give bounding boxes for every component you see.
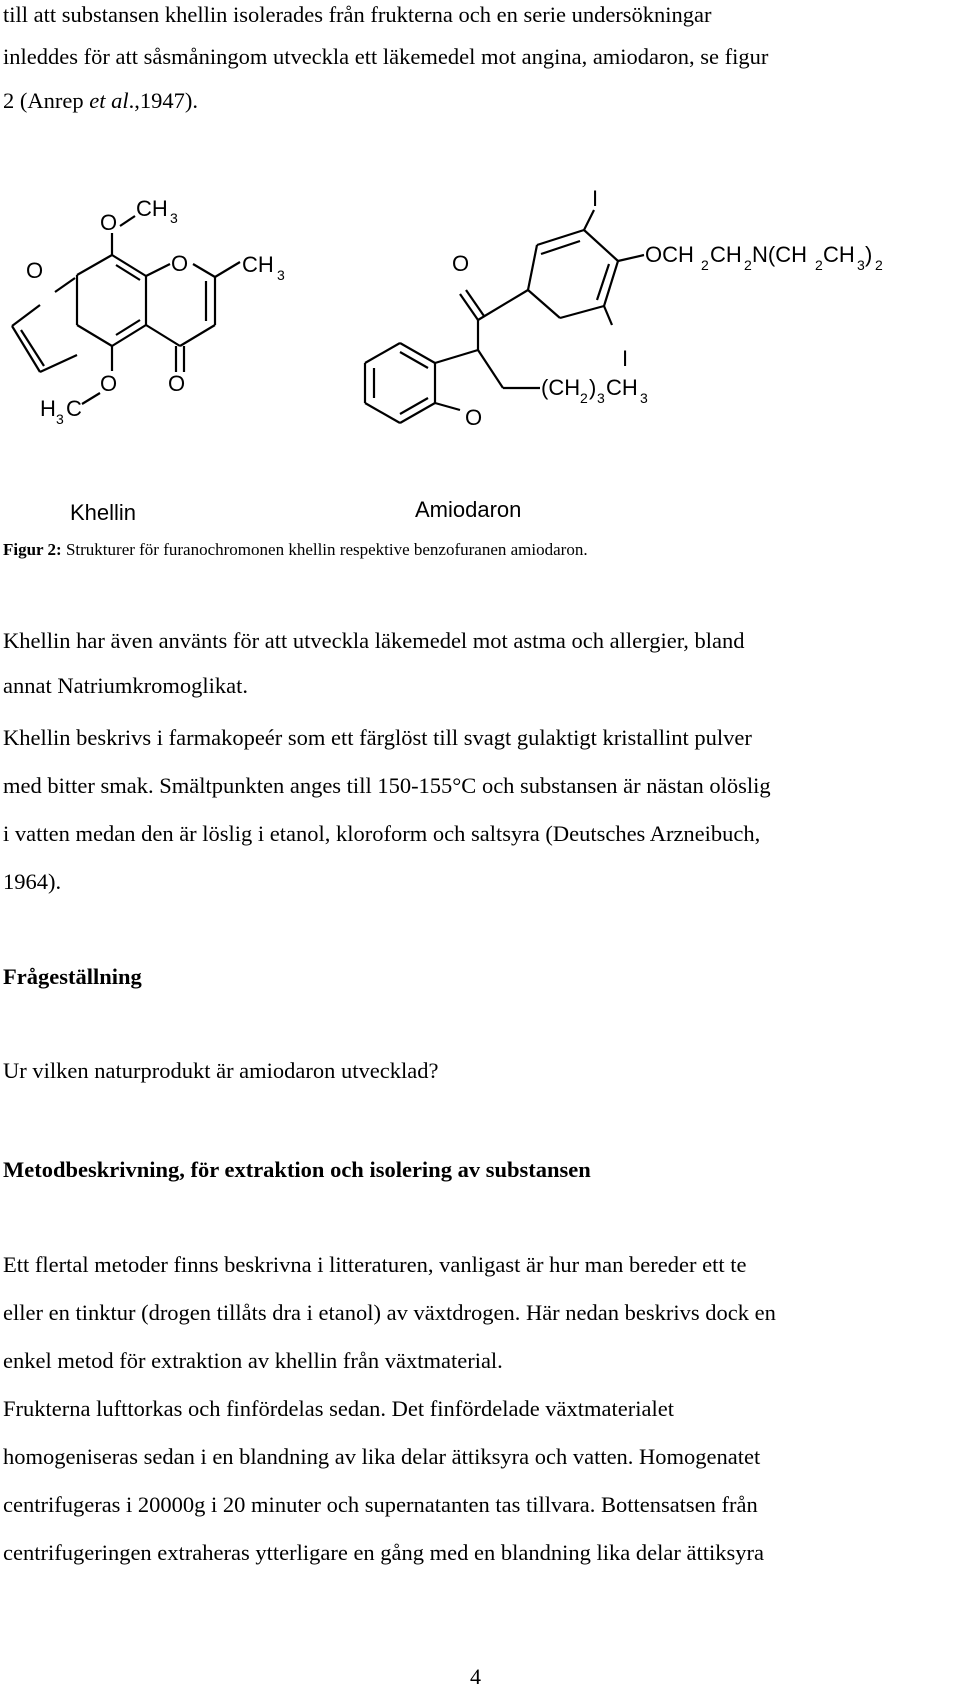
amiodaron-atom-o-furan: O xyxy=(465,405,483,430)
amiodaron-sub-2-d: 2 xyxy=(875,257,883,273)
amiodaron-atom-i-bottom: I xyxy=(622,346,629,371)
khellin-sub-3-h3c: 3 xyxy=(56,411,64,427)
figure-caption-text: Strukturer för furanochromonen khellin respektive benzofuranen amiodaron. xyxy=(61,540,588,559)
paragraph-1-line-2: annat Natriumkromoglikat. xyxy=(3,673,248,698)
khellin-atom-ch-top: CH xyxy=(136,196,168,221)
amiodaron-side-chain-paren: ) xyxy=(865,242,873,267)
khellin-atom-ch-methyl: CH xyxy=(242,252,274,277)
method-line-2: eller en tinktur (drogen tillåts dra i etanol) av växtdrogen. Här nedan beskrivs dock en xyxy=(3,1300,776,1325)
khellin-atom-o-methoxy-top: O xyxy=(100,210,118,235)
khellin-sub-3-methyl: 3 xyxy=(277,267,285,283)
amiodaron-atom-o-ketone: O xyxy=(452,251,470,276)
intro-line-3-start: 2 (Anrep xyxy=(3,88,90,113)
khellin-atom-o-methoxy-bottom: O xyxy=(100,371,118,396)
paragraph-2-line-2: med bitter smak. Smältpunkten anges till 150-155°C och substansen är nästan olöslig xyxy=(3,773,771,798)
paragraph-1-line-1: Khellin har även använts för att utveckla läkemedel mot astma och allergier, bland xyxy=(3,628,745,653)
paragraph-2-line-3: i vatten medan den är löslig i etanol, kloroform och saltsyra (Deutsches Arzneibuch, xyxy=(3,821,761,846)
amiodaron-side-chain-nch: N(CH xyxy=(752,242,807,267)
intro-line-3-end: .,1947). xyxy=(128,88,198,113)
structure-figure xyxy=(0,0,960,540)
khellin-atom-h: H xyxy=(40,396,56,421)
section-heading-metodbeskrivning: Metodbeskrivning, för extraktion och isolering av substansen xyxy=(3,1157,591,1182)
amiodaron-sub-3-butyl-end: 3 xyxy=(640,390,648,406)
amiodaron-sub-2-b: 2 xyxy=(744,257,752,273)
khellin-label: Khellin xyxy=(70,500,137,525)
amiodaron-side-chain-ch: CH xyxy=(710,242,742,267)
method-line-6: centrifugeras i 20000g i 20 minuter och supernatanten tas tillvara. Bottensatsen från xyxy=(3,1492,758,1517)
paragraph-2-line-1: Khellin beskrivs i farmakopeér som ett färglöst till svagt gulaktigt kristallint pulver xyxy=(3,725,752,750)
method-line-4: Frukterna lufttorkas och finfördelas sedan. Det finfördelade växtmaterialet xyxy=(3,1396,674,1421)
amiodaron-label: Amiodaron xyxy=(415,497,522,522)
amiodaron-side-chain-och: OCH xyxy=(645,242,694,267)
amiodaron-sub-3-butyl: 3 xyxy=(597,390,605,406)
method-line-3: enkel metod för extraktion av khellin från växtmaterial. xyxy=(3,1348,503,1373)
method-line-7: centrifugeringen extraheras ytterligare en gång med en blandning lika delar ättiksyra xyxy=(3,1540,764,1565)
amiodaron-butyl-open: (CH xyxy=(541,375,581,400)
amiodaron-sub-2-c: 2 xyxy=(815,257,823,273)
khellin-sub-3-top: 3 xyxy=(170,210,178,226)
research-question: Ur vilken naturprodukt är amiodaron utvecklad? xyxy=(3,1058,439,1083)
section-heading-fragestallning: Frågeställning xyxy=(3,964,142,989)
intro-line-2: inleddes för att såsmåningom utveckla ett läkemedel mot angina, amiodaron, se figur xyxy=(3,44,769,69)
amiodaron-side-chain-ch-ethyl: CH xyxy=(823,242,855,267)
khellin-atom-o-pyran: O xyxy=(171,251,189,276)
khellin-atom-labels xyxy=(26,196,285,427)
khellin-atom-o-carbonyl: O xyxy=(168,371,186,396)
khellin-atom-c: C xyxy=(66,396,82,421)
amiodaron-butyl-paren: ) xyxy=(589,375,597,400)
intro-line-1: till att substansen khellin isolerades från frukterna och en serie undersökningar xyxy=(3,2,712,27)
figure-caption xyxy=(3,540,588,560)
amiodaron-sub-2-a: 2 xyxy=(701,257,709,273)
method-line-1: Ett flertal metoder finns beskrivna i litteraturen, vanligast är hur man bereder ett te xyxy=(3,1252,747,1277)
amiodaron-sub-3-ethyl: 3 xyxy=(857,257,865,273)
figure-caption-label: Figur 2: xyxy=(3,540,62,559)
intro-line-3-italic: et al xyxy=(89,88,129,113)
amiodaron-butyl-ch: CH xyxy=(606,375,638,400)
amiodaron-atom-i-top: I xyxy=(592,186,599,211)
method-line-5: homogeniseras sedan i en blandning av lika delar ättiksyra och vatten. Homogenatet xyxy=(3,1444,761,1469)
page-number: 4 xyxy=(470,1664,481,1689)
paragraph-2-line-4: 1964). xyxy=(3,869,62,894)
khellin-atom-o-furan: O xyxy=(26,258,44,283)
khellin-structure xyxy=(12,216,240,404)
amiodaron-sub-2-butyl: 2 xyxy=(580,390,588,406)
amiodaron-atom-labels xyxy=(452,186,883,430)
